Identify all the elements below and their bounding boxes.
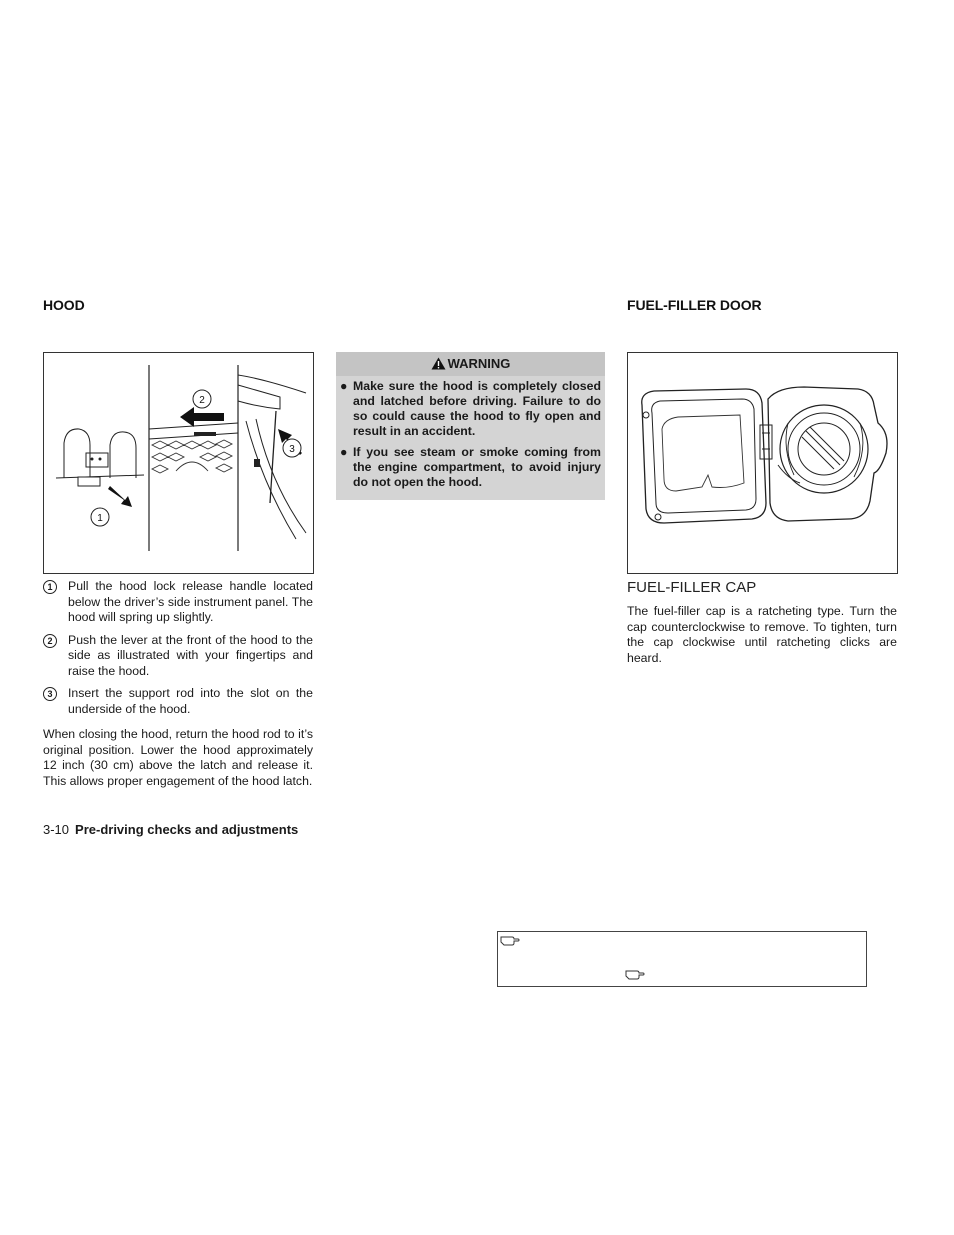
callout-1: 1 <box>97 513 103 524</box>
pointing-hand-icon <box>500 933 520 951</box>
warning-item-1 <box>336 379 601 439</box>
step-1 <box>43 579 313 626</box>
callout-2: 2 <box>199 395 205 406</box>
callout-3: 3 <box>289 444 295 455</box>
step-number-1: 1 <box>43 580 57 594</box>
note-box <box>497 931 867 987</box>
hood-steps <box>43 579 313 724</box>
pointing-hand-icon <box>625 967 645 985</box>
step-number-2: 2 <box>43 634 57 648</box>
bullet-icon: ● <box>340 379 348 393</box>
warning-title: WARNING <box>447 356 511 371</box>
page-number: 3-10 <box>43 822 70 837</box>
warning-list <box>336 376 605 500</box>
step-text-1: Pull the hood lock release handle located below the driver’s side instrument panel. The hood will spring up slightly. <box>68 579 313 624</box>
warning-text-2: If you see steam or smoke coming from the engine compartment, to avoid injury do not open the hood. <box>353 445 601 489</box>
step-2 <box>43 633 313 680</box>
section-title: Pre-driving checks and adjustments <box>75 822 299 837</box>
warning-title-bar <box>336 352 605 376</box>
warning-triangle-icon <box>431 357 446 373</box>
fuel-filler-cap-paragraph: The fuel-filler cap is a ratcheting type. Turn the cap counterclockwise to remove. To tighten, turn the cap clockwise until ratcheting clicks are heard. <box>627 604 897 665</box>
fuel-filler-cap-heading: FUEL-FILLER CAP <box>627 579 757 596</box>
step-text-2: Push the lever at the front of the hood to the side as illustrated with your fingertips and raise the hood. <box>68 632 313 678</box>
warning-text-1: Make sure the hood is completely closed and latched before driving. Failure to do so could cause the hood to fly open and result in an accident. <box>353 379 601 438</box>
step-number-3: 3 <box>43 687 57 701</box>
hood-heading: HOOD <box>43 297 85 313</box>
step-text-3: Insert the support rod into the slot on the underside of the hood. <box>68 686 313 716</box>
fuel-filler-illustration <box>627 352 898 574</box>
fuel-filler-door-heading: FUEL-FILLER DOOR <box>627 297 762 313</box>
hood-closing-paragraph: When closing the hood, return the hood rod to it’s original position. Lower the hood approximately 12 inch (30 cm) above the latch and release it. This allows proper engagement of the hood latch. <box>43 727 313 788</box>
bullet-icon: ● <box>340 445 348 459</box>
warning-box <box>336 352 605 493</box>
hood-release-illustration <box>43 352 314 574</box>
step-3 <box>43 686 313 717</box>
warning-item-2 <box>336 445 601 490</box>
page-footer <box>43 821 298 839</box>
